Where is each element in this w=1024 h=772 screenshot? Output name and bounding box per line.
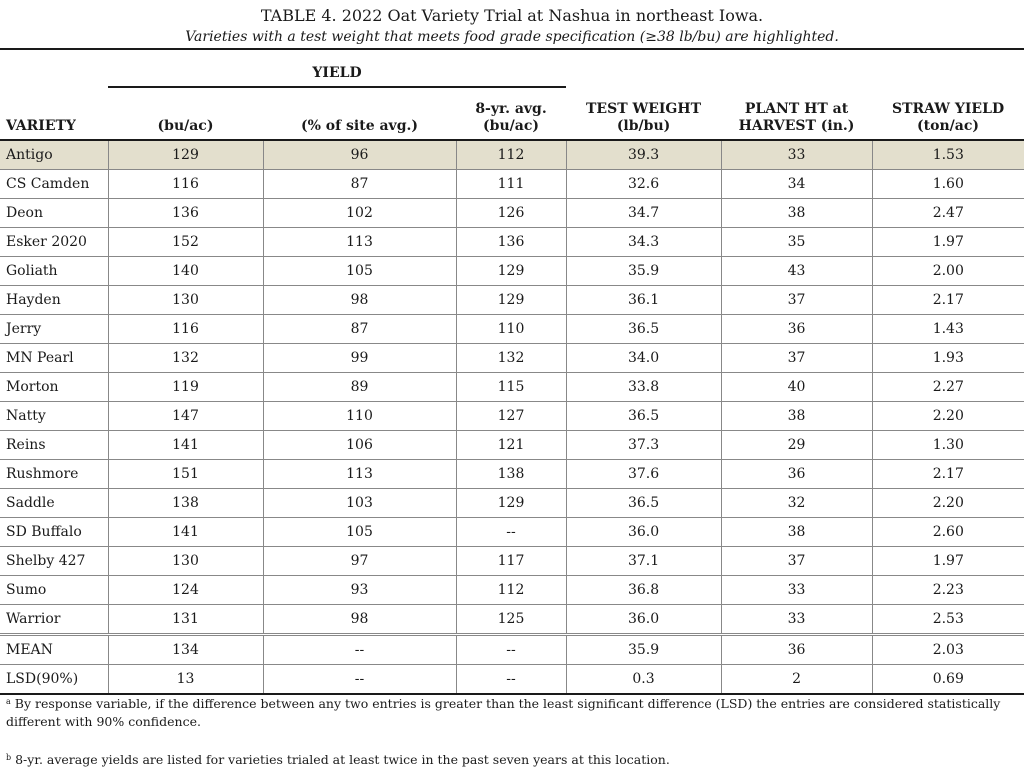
- cell-avg8: 126: [456, 199, 566, 228]
- cell-variety: Jerry: [0, 315, 108, 344]
- cell-test-weight: 37.6: [566, 460, 721, 489]
- cell-variety: Warrior: [0, 605, 108, 635]
- cell-yield-pct: 105: [263, 518, 456, 547]
- cell-straw-yield: 1.30: [872, 431, 1024, 460]
- cell-test-weight: 36.8: [566, 576, 721, 605]
- cell-yield-pct: 110: [263, 402, 456, 431]
- table-row: [0, 547, 1024, 576]
- cell-plant-height: 34: [721, 170, 872, 199]
- cell-yield: 151: [108, 460, 263, 489]
- header-avg8-line1: 8-yr. avg.: [475, 101, 547, 117]
- header-avg8: [456, 87, 566, 140]
- cell-straw-yield: 2.60: [872, 518, 1024, 547]
- footnote-b: [6, 749, 1016, 769]
- cell-straw-yield: 1.97: [872, 228, 1024, 257]
- cell-yield-pct: 97: [263, 547, 456, 576]
- table-row: [0, 576, 1024, 605]
- cell-avg8: 132: [456, 344, 566, 373]
- cell-plant-height: 2: [721, 665, 872, 695]
- cell-test-weight: 36.0: [566, 605, 721, 635]
- cell-plant-height: 38: [721, 402, 872, 431]
- cell-straw-yield: 1.60: [872, 170, 1024, 199]
- cell-yield: 147: [108, 402, 263, 431]
- cell-variety: Goliath: [0, 257, 108, 286]
- cell-yield-pct: 102: [263, 199, 456, 228]
- cell-avg8: 115: [456, 373, 566, 402]
- cell-yield-pct: 98: [263, 286, 456, 315]
- cell-avg8: --: [456, 665, 566, 695]
- header-test-weight: [566, 87, 721, 140]
- cell-test-weight: 32.6: [566, 170, 721, 199]
- cell-variety: Esker 2020: [0, 228, 108, 257]
- header-straw-yield: [872, 87, 1024, 140]
- header-yield-group: YIELD: [108, 50, 566, 87]
- table-row: [0, 489, 1024, 518]
- header-spacer: [872, 50, 1024, 87]
- cell-test-weight: 34.7: [566, 199, 721, 228]
- cell-yield: 140: [108, 257, 263, 286]
- header-avg8-line2: (bu/ac): [483, 118, 539, 134]
- cell-avg8: 121: [456, 431, 566, 460]
- cell-variety: MEAN: [0, 635, 108, 665]
- table-row: [0, 315, 1024, 344]
- cell-straw-yield: 2.17: [872, 286, 1024, 315]
- table-row: [0, 344, 1024, 373]
- cell-avg8: 136: [456, 228, 566, 257]
- cell-yield-pct: 105: [263, 257, 456, 286]
- cell-test-weight: 36.5: [566, 315, 721, 344]
- cell-avg8: --: [456, 518, 566, 547]
- header-spacer: [566, 50, 721, 87]
- cell-yield: 134: [108, 635, 263, 665]
- cell-yield: 116: [108, 170, 263, 199]
- header-spacer: [721, 50, 872, 87]
- footnote-a: [6, 693, 1016, 731]
- table-body: [0, 140, 1024, 694]
- summary-row: [0, 665, 1024, 695]
- cell-avg8: 110: [456, 315, 566, 344]
- cell-straw-yield: 2.00: [872, 257, 1024, 286]
- table-row: [0, 373, 1024, 402]
- cell-plant-height: 33: [721, 605, 872, 635]
- cell-avg8: 117: [456, 547, 566, 576]
- cell-plant-height: 37: [721, 286, 872, 315]
- cell-plant-height: 29: [721, 431, 872, 460]
- cell-straw-yield: 2.03: [872, 635, 1024, 665]
- cell-yield: 13: [108, 665, 263, 695]
- cell-straw-yield: 2.20: [872, 402, 1024, 431]
- cell-plant-height: 33: [721, 576, 872, 605]
- header-row: [0, 87, 1024, 140]
- cell-straw-yield: 2.47: [872, 199, 1024, 228]
- cell-avg8: 125: [456, 605, 566, 635]
- cell-test-weight: 37.3: [566, 431, 721, 460]
- footnote-a-mark: a: [6, 697, 11, 706]
- cell-yield-pct: 98: [263, 605, 456, 635]
- cell-test-weight: 34.3: [566, 228, 721, 257]
- cell-avg8: 129: [456, 489, 566, 518]
- cell-yield-pct: 93: [263, 576, 456, 605]
- cell-plant-height: 37: [721, 344, 872, 373]
- cell-test-weight: 36.0: [566, 518, 721, 547]
- cell-straw-yield: 2.23: [872, 576, 1024, 605]
- cell-yield-pct: 113: [263, 228, 456, 257]
- table-row: [0, 605, 1024, 635]
- table-title: TABLE 4. 2022 Oat Variety Trial at Nashua in northeast Iowa.: [260, 6, 764, 25]
- cell-test-weight: 36.1: [566, 286, 721, 315]
- cell-variety: Rushmore: [0, 460, 108, 489]
- header-sy-line1: STRAW YIELD: [891, 101, 1005, 117]
- cell-variety: Natty: [0, 402, 108, 431]
- cell-avg8: 129: [456, 257, 566, 286]
- cell-plant-height: 32: [721, 489, 872, 518]
- header-tw-line1: TEST WEIGHT: [586, 101, 702, 117]
- cell-straw-yield: 0.69: [872, 665, 1024, 695]
- table-row: [0, 460, 1024, 489]
- cell-test-weight: 33.8: [566, 373, 721, 402]
- cell-yield: 130: [108, 547, 263, 576]
- cell-plant-height: 38: [721, 518, 872, 547]
- footnote-a-text: By response variable, if the difference between any two entries is greater than the least significant difference (LSD) the entries are considered statistically different with 90% confidence.: [6, 696, 1001, 729]
- cell-straw-yield: 2.17: [872, 460, 1024, 489]
- cell-yield: 129: [108, 140, 263, 170]
- cell-yield: 141: [108, 518, 263, 547]
- cell-yield-pct: --: [263, 665, 456, 695]
- table-row: [0, 431, 1024, 460]
- header-group-row: [0, 50, 1024, 87]
- cell-yield-pct: 113: [263, 460, 456, 489]
- table-row: [0, 286, 1024, 315]
- cell-yield-pct: 106: [263, 431, 456, 460]
- cell-avg8: 112: [456, 576, 566, 605]
- cell-variety: SD Buffalo: [0, 518, 108, 547]
- summary-row: [0, 635, 1024, 665]
- footnotes: [6, 693, 1016, 769]
- cell-avg8: 112: [456, 140, 566, 170]
- header-ph-line1: PLANT HT at: [744, 101, 849, 117]
- cell-yield: 132: [108, 344, 263, 373]
- cell-yield: 141: [108, 431, 263, 460]
- table-subtitle: Varieties with a test weight that meets food grade specification (≥38 lb/bu) are highlighted.: [185, 29, 839, 45]
- cell-avg8: 129: [456, 286, 566, 315]
- table-row: [0, 140, 1024, 170]
- cell-yield: 124: [108, 576, 263, 605]
- cell-test-weight: 37.1: [566, 547, 721, 576]
- cell-variety: Antigo: [0, 140, 108, 170]
- variety-table: [0, 50, 1024, 695]
- header-ph-line2: HARVEST (in.): [738, 118, 855, 134]
- cell-plant-height: 33: [721, 140, 872, 170]
- cell-straw-yield: 2.20: [872, 489, 1024, 518]
- header-yield-pct: (% of site avg.): [301, 118, 418, 134]
- cell-straw-yield: 1.43: [872, 315, 1024, 344]
- cell-yield-pct: 103: [263, 489, 456, 518]
- header-spacer: [0, 50, 108, 87]
- cell-variety: CS Camden: [0, 170, 108, 199]
- table-row: [0, 199, 1024, 228]
- cell-avg8: 111: [456, 170, 566, 199]
- cell-test-weight: 36.5: [566, 402, 721, 431]
- header-plant-height: [721, 87, 872, 140]
- cell-variety: MN Pearl: [0, 344, 108, 373]
- cell-variety: Saddle: [0, 489, 108, 518]
- cell-yield-pct: 96: [263, 140, 456, 170]
- table-row: [0, 228, 1024, 257]
- cell-yield-pct: --: [263, 635, 456, 665]
- cell-plant-height: 35: [721, 228, 872, 257]
- cell-avg8: --: [456, 635, 566, 665]
- cell-variety: Morton: [0, 373, 108, 402]
- cell-plant-height: 36: [721, 315, 872, 344]
- cell-plant-height: 38: [721, 199, 872, 228]
- footnote-b-text: 8-yr. average yields are listed for varieties trialed at least twice in the past seven years at this location.: [15, 752, 670, 767]
- cell-yield: 116: [108, 315, 263, 344]
- cell-straw-yield: 1.97: [872, 547, 1024, 576]
- cell-straw-yield: 2.53: [872, 605, 1024, 635]
- cell-plant-height: 37: [721, 547, 872, 576]
- cell-yield: 138: [108, 489, 263, 518]
- cell-yield-pct: 87: [263, 315, 456, 344]
- cell-yield-pct: 89: [263, 373, 456, 402]
- cell-avg8: 138: [456, 460, 566, 489]
- header-yield-bu: (bu/ac): [157, 118, 214, 134]
- cell-straw-yield: 1.93: [872, 344, 1024, 373]
- cell-avg8: 127: [456, 402, 566, 431]
- cell-variety: LSD(90%): [0, 665, 108, 695]
- cell-variety: Sumo: [0, 576, 108, 605]
- cell-variety: Deon: [0, 199, 108, 228]
- cell-test-weight: 36.5: [566, 489, 721, 518]
- cell-variety: Reins: [0, 431, 108, 460]
- table-row: [0, 170, 1024, 199]
- header-variety: VARIETY: [6, 118, 76, 134]
- cell-test-weight: 35.9: [566, 257, 721, 286]
- cell-yield-pct: 87: [263, 170, 456, 199]
- table-row: [0, 518, 1024, 547]
- table-row: [0, 257, 1024, 286]
- cell-test-weight: 34.0: [566, 344, 721, 373]
- cell-yield: 152: [108, 228, 263, 257]
- cell-yield-pct: 99: [263, 344, 456, 373]
- header-tw-line2: (lb/bu): [616, 118, 671, 134]
- cell-yield: 119: [108, 373, 263, 402]
- cell-test-weight: 39.3: [566, 140, 721, 170]
- cell-plant-height: 43: [721, 257, 872, 286]
- header-sy-line2: (ton/ac): [917, 118, 979, 134]
- cell-yield: 130: [108, 286, 263, 315]
- cell-variety: Shelby 427: [0, 547, 108, 576]
- cell-straw-yield: 2.27: [872, 373, 1024, 402]
- footnote-b-mark: b: [6, 753, 12, 762]
- cell-plant-height: 36: [721, 460, 872, 489]
- cell-test-weight: 0.3: [566, 665, 721, 695]
- cell-yield: 136: [108, 199, 263, 228]
- cell-plant-height: 36: [721, 635, 872, 665]
- table-row: [0, 402, 1024, 431]
- cell-test-weight: 35.9: [566, 635, 721, 665]
- cell-plant-height: 40: [721, 373, 872, 402]
- cell-variety: Hayden: [0, 286, 108, 315]
- cell-yield: 131: [108, 605, 263, 635]
- cell-straw-yield: 1.53: [872, 140, 1024, 170]
